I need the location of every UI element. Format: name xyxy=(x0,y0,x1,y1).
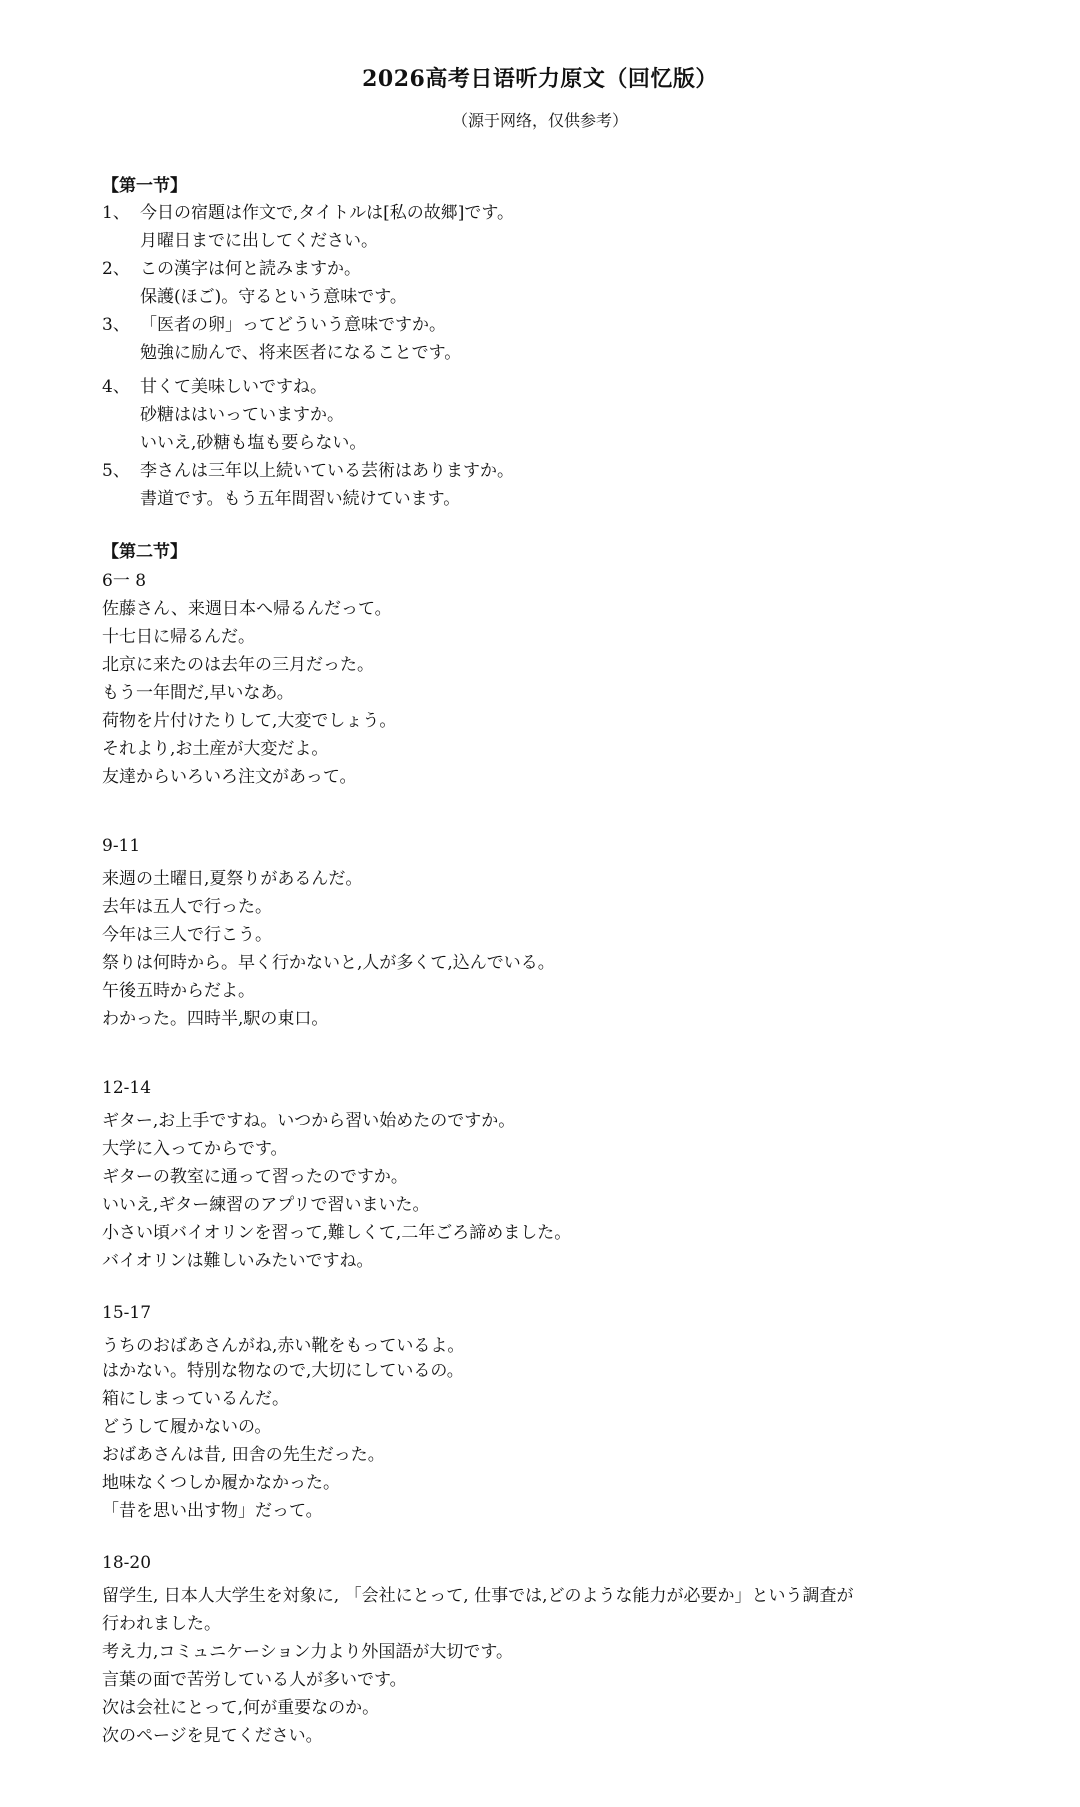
dialogue-line: 「昔を思い出す物」だって。 xyxy=(102,1501,323,1521)
question-line: 「医者の卵」ってどういう意味ですか。 xyxy=(140,315,446,335)
question-line: 今日の宿題は作文で,タイトルは[私の故郷]です。 xyxy=(140,203,514,223)
dialogue-line: 箱にしまっているんだ。 xyxy=(102,1389,289,1409)
dialogue-line: 次のページを見てください。 xyxy=(102,1726,323,1746)
dialogue-line: 言葉の面で苦労している人が多いです。 xyxy=(102,1670,407,1690)
dialogue-line: どうして履かないの。 xyxy=(102,1417,272,1437)
dialogue-line: 来週の土曜日,夏祭りがあるんだ。 xyxy=(102,869,363,889)
dialogue-label: 6一 8 xyxy=(102,571,147,591)
dialogue-line: おばあさんは昔, 田舎の先生だった。 xyxy=(102,1445,385,1465)
question-line: 砂糖ははいっていますか。 xyxy=(140,405,344,425)
dialogue-line: 考え力,コミュニケーション力より外国語が大切です。 xyxy=(102,1642,514,1662)
dialogue-line: 佐藤さん、来週日本へ帰るんだって。 xyxy=(102,599,392,619)
dialogue-line: 祭りは何時から。早く行かないと,人が多くて,込んでいる。 xyxy=(102,953,555,973)
question-line: 月曜日までに出してください。 xyxy=(140,231,378,251)
page-title: 2026高考日语听力原文（回忆版） xyxy=(362,66,718,92)
dialogue-line: 北京に来たのは去年の三月だった。 xyxy=(102,655,374,675)
dialogue-line: 次は会社にとって,何が重要なのか。 xyxy=(102,1698,380,1718)
dialogue-line: 地味なくつしか履かなかった。 xyxy=(102,1473,340,1493)
dialogue-line: はかない。特別な物なので,大切にしているの。 xyxy=(102,1361,464,1381)
dialogue-line: わかった。四時半,駅の東口。 xyxy=(102,1009,329,1029)
dialogue-line: 留学生, 日本人大学生を対象に, 「会社にとって, 仕事では,どのような能力が必要か」という調査が xyxy=(102,1586,854,1606)
dialogue-label: 12-14 xyxy=(102,1078,152,1098)
dialogue-line: ギターの教室に通って習ったのですか。 xyxy=(102,1167,408,1187)
dialogue-line: 去年は五人で行った。 xyxy=(102,897,272,917)
question-line: 甘くて美味しいですね。 xyxy=(140,377,327,397)
question-line: 保護(ほご)。守るという意味です。 xyxy=(140,287,407,307)
question-number: 1、 xyxy=(102,203,130,223)
dialogue-line: 午後五時からだよ。 xyxy=(102,981,255,1001)
dialogue-line: 友達からいろいろ注文があって。 xyxy=(102,767,357,787)
dialogue-line: 小さい頃バイオリンを習って,難しくて,二年ごろ諦めました。 xyxy=(102,1223,572,1243)
dialogue-line: ギター,お上手ですね。いつから習い始めたのですか。 xyxy=(102,1111,516,1131)
question-line: 李さんは三年以上続いている芸術はありますか。 xyxy=(140,461,514,481)
question-number: 4、 xyxy=(102,377,130,397)
question-line: 書道です。もう五年間習い続けています。 xyxy=(140,489,461,509)
dialogue-line: もう一年間だ,早いなあ。 xyxy=(102,683,294,703)
dialogue-line: バイオリンは難しいみたいですね。 xyxy=(102,1251,374,1271)
question-number: 5、 xyxy=(102,461,130,481)
dialogue-line: 大学に入ってからです。 xyxy=(102,1139,288,1159)
page-subtitle: （源于网络，仅供参考） xyxy=(451,111,628,130)
section-2-heading: 【第二节】 xyxy=(102,542,187,562)
dialogue-line: うちのおばあさんがね,赤い靴をもっているよ。 xyxy=(102,1336,465,1356)
question-line: この漢字は何と読みますか。 xyxy=(140,259,361,279)
dialogue-line: 行われました。 xyxy=(102,1614,221,1634)
question-line: いいえ,砂糖も塩も要らない。 xyxy=(140,433,367,453)
dialogue-label: 18-20 xyxy=(102,1553,152,1573)
dialogue-label: 15-17 xyxy=(102,1303,152,1323)
question-number: 2、 xyxy=(102,259,130,279)
question-line: 勉強に励んで、将来医者になることです。 xyxy=(140,343,462,363)
dialogue-line: 荷物を片付けたりして,大変でしょう。 xyxy=(102,711,397,731)
section-1-heading: 【第一节】 xyxy=(102,176,187,196)
dialogue-line: いいえ,ギター練習のアプリで習いまいた。 xyxy=(102,1195,430,1215)
question-number: 3、 xyxy=(102,315,130,335)
dialogue-line: 十七日に帰るんだ。 xyxy=(102,627,255,647)
dialogue-label: 9-11 xyxy=(102,836,141,856)
dialogue-line: 今年は三人で行こう。 xyxy=(102,925,272,945)
dialogue-line: それより,お土産が大変だよ。 xyxy=(102,739,329,759)
